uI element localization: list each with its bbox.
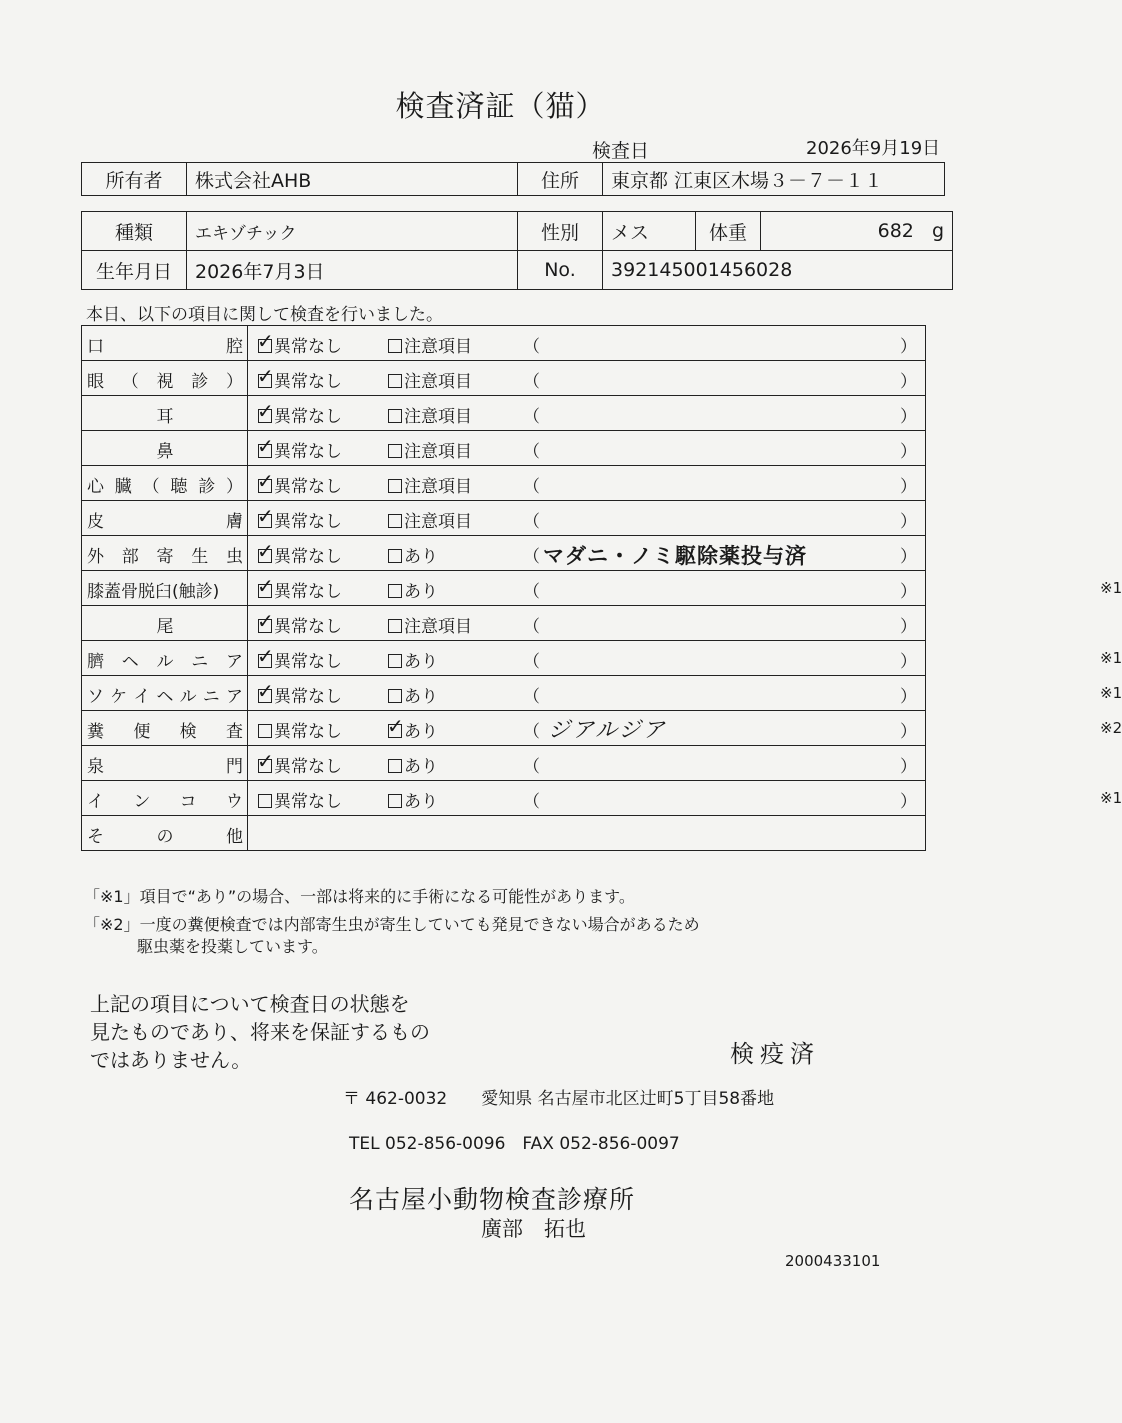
checkbox[interactable] [258,584,272,598]
caution-label: 注意項目 [404,512,472,532]
checkbox[interactable] [258,339,272,353]
checkbox[interactable] [258,514,272,528]
caution-label: あり [404,547,438,567]
disclaimer-line: 見たものであり、将来を保証するもの [90,1020,430,1044]
caution-option[interactable] [388,367,472,392]
open-paren: （ [523,687,540,707]
checkbox[interactable] [388,549,402,563]
address-value: 東京都 江東区木場３－７－１１ [603,163,945,196]
weight-value: 682 [877,220,914,242]
birth-value: 2026年7月3日 [187,251,518,290]
checkbox[interactable] [388,479,402,493]
open-paren: （ [523,477,540,497]
normal-option[interactable] [258,577,342,602]
footnote-2: 「※2」一度の糞便検査では内部寄生虫が寄生していても発見できない場合があるため [84,915,700,934]
caution-option[interactable] [388,682,438,707]
normal-option[interactable] [258,332,342,357]
normal-label: 異常なし [274,582,342,602]
caution-option[interactable] [388,577,438,602]
exam-row [82,466,926,501]
no-value: 392145001456028 [603,251,953,290]
result-cell [248,781,1122,816]
close-paren: ） [900,792,917,812]
item-label: 心 臓 （ 聴 診 ） [87,477,243,497]
item-label: 耳 [156,407,174,427]
item-cell [82,711,248,746]
clinic-address: 〒 462-0032 愛知県 名古屋市北区辻町5丁目58番地 [343,1089,775,1109]
remark-text: ジアルジア [548,718,667,743]
exam-row [82,571,926,606]
sex-value: メス [603,212,696,251]
item-cell [82,641,248,676]
item-cell [82,606,248,641]
result-cell [248,501,926,536]
footnote-mark: ※1 [1100,649,1122,667]
normal-option[interactable] [258,367,342,392]
open-paren: （ [523,442,540,462]
open-paren: （ [523,372,540,392]
normal-label: 異常なし [274,407,342,427]
close-paren: ） [900,652,917,672]
normal-label: 異常なし [274,757,342,777]
open-paren: （ [523,582,540,602]
normal-option[interactable] [258,717,342,742]
open-paren: （ [523,512,540,532]
checkbox[interactable] [258,374,272,388]
close-paren: ） [900,582,917,602]
open-paren: （ [523,652,540,672]
caution-label: あり [404,757,438,777]
result-cell [248,641,1122,676]
item-label: イ ン コ ウ [87,792,243,812]
footnote-mark: ※1 [1100,579,1122,597]
item-cell [82,466,248,501]
result-cell [248,431,926,466]
checkbox[interactable] [258,689,272,703]
item-label: 泉 門 [87,757,243,777]
clinic-name: 名古屋小動物検査診療所 [349,1185,636,1214]
page-title: 検査済証（猫） [395,89,606,123]
result-cell [248,361,926,396]
checkbox[interactable] [258,724,272,738]
item-label: 尾 [156,617,174,637]
checkbox[interactable] [258,654,272,668]
caution-label: 注意項目 [404,617,472,637]
caution-option[interactable] [388,542,438,567]
result-cell [248,746,926,781]
result-cell [248,816,926,851]
checkbox[interactable] [388,374,402,388]
exam-date-label: 検査日 [592,140,650,162]
caution-option[interactable] [388,402,472,427]
item-cell [82,396,248,431]
normal-option[interactable] [258,752,342,777]
item-label: ソ ケ イ ヘ ル ニ ア [87,687,243,707]
normal-option[interactable] [258,507,342,532]
checkbox[interactable] [388,759,402,773]
result-cell [248,326,926,361]
normal-option[interactable] [258,437,342,462]
checkbox[interactable] [388,339,402,353]
open-paren: （ [523,407,540,427]
disclaimer-line: 上記の項目について検査日の状態を [90,992,410,1016]
exam-row [82,501,926,536]
item-label: 糞 便 検 査 [87,722,243,742]
close-paren: ） [900,442,917,462]
disclaimer [90,990,430,1074]
exam-row [82,431,926,466]
checkbox[interactable] [388,409,402,423]
close-paren: ） [900,687,917,707]
checkbox[interactable] [388,514,402,528]
remark-text: マダニ・ノミ駆除薬投与済 [543,544,807,568]
item-cell [82,816,248,851]
result-cell [248,396,926,431]
caution-label: あり [404,652,438,672]
caution-option[interactable] [388,507,472,532]
open-paren: （ [523,722,540,742]
doctor-name: 廣部 拓也 [481,1217,586,1241]
normal-label: 異常なし [274,687,342,707]
checkbox[interactable] [388,654,402,668]
kind-value: エキゾチック [187,212,518,251]
kind-label: 種類 [82,212,187,251]
result-cell [248,536,926,571]
caution-option[interactable] [388,437,472,462]
caution-label: 注意項目 [404,477,472,497]
normal-option[interactable] [258,647,342,672]
exam-row [82,781,926,816]
clinic-phone-fax: TEL 052-856-0096 FAX 052-856-0097 [349,1134,680,1154]
caution-option[interactable] [388,717,438,742]
normal-option[interactable] [258,787,342,812]
normal-label: 異常なし [274,442,342,462]
normal-label: 異常なし [274,722,342,742]
caution-label: あり [404,792,438,812]
checkbox[interactable] [388,444,402,458]
item-label: 鼻 [156,442,174,462]
open-paren: （ [523,547,540,567]
item-label: 外 部 寄 生 虫 [87,547,243,567]
close-paren: ） [900,407,917,427]
caution-option[interactable] [388,472,472,497]
result-cell [248,711,1122,746]
close-paren: ） [900,512,917,532]
exam-row [82,361,926,396]
normal-label: 異常なし [274,512,342,532]
close-paren: ） [900,722,917,742]
exam-row [82,536,926,571]
checkbox[interactable] [258,549,272,563]
exam-row [82,746,926,781]
footnote-1: 「※1」項目で“あり”の場合、一部は将来的に手術になる可能性があります。 [84,887,635,906]
item-cell [82,676,248,711]
item-label: 口 腔 [87,337,243,357]
checkbox[interactable] [388,689,402,703]
owner-label: 所有者 [82,163,187,196]
result-cell [248,466,926,501]
caution-label: 注意項目 [404,372,472,392]
normal-option[interactable] [258,542,342,567]
checkbox[interactable] [388,619,402,633]
caution-option[interactable] [388,787,438,812]
result-cell [248,571,1122,606]
checkbox[interactable] [258,794,272,808]
caution-label: 注意項目 [404,442,472,462]
item-label: 膝蓋骨脱臼(触診) [87,582,220,602]
exam-row [82,606,926,641]
close-paren: ） [900,617,917,637]
exam-row [82,396,926,431]
caution-option[interactable] [388,612,472,637]
normal-label: 異常なし [274,372,342,392]
checkbox[interactable] [258,444,272,458]
normal-label: 異常なし [274,547,342,567]
close-paren: ） [900,757,917,777]
exam-row [82,641,926,676]
weight-label: 体重 [696,212,761,251]
exam-row [82,326,926,361]
item-cell [82,781,248,816]
normal-label: 異常なし [274,337,342,357]
exam-table [81,325,1122,851]
result-cell [248,606,926,641]
open-paren: （ [523,757,540,777]
close-paren: ） [900,372,917,392]
checkbox[interactable] [258,479,272,493]
checkbox[interactable] [388,724,402,738]
disclaimer-line: ではありません。 [90,1048,252,1072]
normal-label: 異常なし [274,617,342,637]
exam-date: 2026年9月19日 [806,138,941,159]
no-label: No. [518,251,603,290]
sex-label: 性別 [518,212,603,251]
result-cell [248,676,1122,711]
item-cell [82,536,248,571]
owner-table [81,162,945,196]
footnote-mark: ※2 [1100,719,1122,737]
weight-unit: g [931,220,944,242]
checkbox[interactable] [258,759,272,773]
checkbox[interactable] [258,409,272,423]
checkbox[interactable] [388,584,402,598]
item-cell [82,326,248,361]
normal-option[interactable] [258,402,342,427]
close-paren: ） [900,337,917,357]
exam-row [82,711,926,746]
normal-option[interactable] [258,472,342,497]
item-cell [82,746,248,781]
address-label: 住所 [518,163,603,196]
item-label: 臍 ヘ ル ニ ア [87,652,243,672]
normal-label: 異常なし [274,792,342,812]
footnote-mark: ※1 [1100,684,1122,702]
normal-label: 異常なし [274,652,342,672]
intro-text: 本日、以下の項目に関して検査を行いました。 [86,305,443,325]
caution-label: 注意項目 [404,407,472,427]
animal-table [81,211,953,290]
inspected-stamp: 検疫済 [730,1040,820,1068]
owner-value: 株式会社AHB [187,163,518,196]
open-paren: （ [523,792,540,812]
checkbox[interactable] [388,794,402,808]
item-cell [82,571,248,606]
caution-label: 注意項目 [404,337,472,357]
item-label: そ の 他 [87,827,243,847]
caution-label: あり [404,582,438,602]
normal-option[interactable] [258,612,342,637]
birth-label: 生年月日 [82,251,187,290]
close-paren: ） [900,547,917,567]
close-paren: ） [900,477,917,497]
caution-label: あり [404,722,438,742]
item-label: 皮 膚 [87,512,243,532]
caution-option[interactable] [388,752,438,777]
caution-option[interactable] [388,332,472,357]
item-label: 眼 （ 視 診 ） [87,372,243,392]
footnote-2-cont: 駆虫薬を投薬しています。 [137,937,328,956]
item-cell [82,501,248,536]
footnote-mark: ※1 [1100,789,1122,807]
exam-row [82,816,926,851]
open-paren: （ [523,337,540,357]
document-code: 2000433101 [785,1252,881,1270]
caution-option[interactable] [388,647,438,672]
normal-option[interactable] [258,682,342,707]
checkbox[interactable] [258,619,272,633]
open-paren: （ [523,617,540,637]
normal-label: 異常なし [274,477,342,497]
caution-label: あり [404,687,438,707]
item-cell [82,431,248,466]
exam-row [82,676,926,711]
item-cell [82,361,248,396]
